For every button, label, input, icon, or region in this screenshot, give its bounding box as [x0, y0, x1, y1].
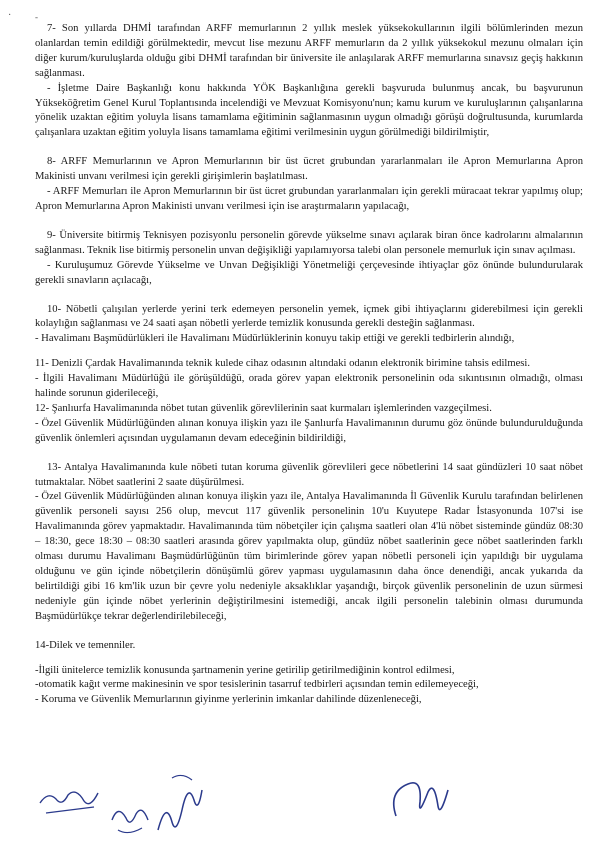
- item-14-wish-3: - Koruma ve Güvenlik Memurlarının giyinme yerlerinin imkanlar dahilinde düzenleneceği,: [35, 694, 422, 706]
- signature-2: [108, 800, 158, 845]
- item-14-wish-2: -otomatik kağıt verme makinesinin ve spor tesislerinin tasarruf tedbirleri açısından temin edilemeyeceği,: [35, 679, 479, 691]
- item-11: 11- Denizli Çardak Havalimanında teknik kulede cihaz odasının altındaki odanın elektronik birimine tahsis edilmesi.: [35, 358, 531, 370]
- corner-mark: ·: [8, 10, 12, 21]
- item-14: 14-Dilek ve temenniler.: [35, 639, 136, 651]
- item-8: 8- ARFF Memurlarının ve Apron Memurlarının bir üst ücret grubundan yararlanmaları ile Apron Memurlarına Apron Makinisti unvanı verilmesi için gerekli girişimlerin başlatılması.: [35, 156, 583, 183]
- item-14-wish-1: -İlgili ünitelerce temizlik konusunda şartnamenin yerine getirilip getirilmediğinin kontrol edilmesi,: [35, 664, 455, 676]
- item-9: 9- Üniversite bitirmiş Teknisyen pozisyonlu personelin görevde yükselme sınavı açılarak biran önce kadrolarını almalarının sağlanması. Teknik lise bitirmiş personelin unvan değişikliği yapılamıyorsa talebi olan personele memurluk için sınav açılması.: [35, 229, 583, 256]
- item-10-response: - Havalimanı Başmüdürlükleri ile Havalimanı Müdürlüklerinin konuyu takip ettiği ve gerekli tedbirlerin alındığı,: [35, 333, 515, 345]
- item-9-response: - Kuruluşumuz Görevde Yükselme ve Unvan Değişikliği Yönetmeliği çerçevesinde ihtiyaçlar göz önünde bulundurularak gerekli sınavların açılacağı,: [35, 259, 583, 286]
- item-12-response: - Özel Güvenlik Müdürlüğünden alınan konuya ilişkin yazı ile Şanlıurfa Havalimanının durumu göz önünde bulundurulduğunda güvenlik önlemleri açısından uygulamanın devam edeceğinin bildirildiği,: [35, 417, 583, 444]
- signature-1: [38, 785, 108, 830]
- item-13: 13- Antalya Havalimanında kule nöbeti tutan koruma güvenlik görevlileri gece nöbetlerini 14 saat gündüzleri 10 saat nöbet tutmaktalar. Nöbet saatlerini 2 saate düşürülmesi.: [35, 461, 583, 488]
- item-7: 7- Son yıllarda DHMİ tarafından ARFF memurlarının 2 yıllık meslek yüksekokullarının ilgili bölümlerinden mezun olanlardan temin edildiği görülmektedir, mevcut lise mezunu ARFF memurların da 2 yıllık yüksekokul mezunu olmaları için diğer kurum/kuruluşlarda olduğu gibi DHMİ tarafından bir üniversite ile anlaşılarak ARFF memurlarına sınavsız geçiş hakkının sağlanması.: [35, 23, 583, 79]
- item-8-response: - ARFF Memurları ile Apron Memurlarının bir üst ücret grubundan yararlanmaları için gerekli müracaat tekrar yapılmış olup; Apron Memurlarına Apron Makinisti unvanı verilmesi için ise araştırmaların yapılacağı,: [35, 186, 583, 212]
- item-12: 12- Şanlıurfa Havalimanında nöbet tutan güvenlik görevlilerinin saat kurmaları işlemlerinden vazgeçilmesi.: [35, 402, 492, 414]
- signature-3: [152, 770, 212, 845]
- item-10: 10- Nöbetli çalışılan yerlerde yerini terk edemeyen personelin yemek, içmek gibi ihtiyaçlarını giderebilmesi için gerekli kolaylığın sağlanması ve 24 saati aşan nöbetli yerlerde temizlik konusunda gerekli desteğin sağlanması.: [35, 303, 583, 330]
- document-body: [35, 22, 583, 708]
- item-13-response: - Özel Güvenlik Müdürlüğünden alınan konuya ilişkin yazı ile, Antalya Havalimanında İl Güvenlik Kurulu tarafından belirlenen güvenlik personeli sayısı 256 olup, mevcut 117 güvenlik personelinin 10'u Kuyutepe Radar İstasyonunda 107'si ise Havalimanında görev yapmaktadır. Havalimanında tüm nöbetçiler için çalışma saatleri olan 4'lü nöbet sisteminde gündüz 08:30 – 18:30, gece 18:30 – 08:30 saatleri arasında görev yapılmakta olup, gündüz nöbet saatlerinin gece nöbet saatlerinden farklı olması durumu Havalimanı Başmüdürlüğünün tüm birimlerinde görev yapan nöbetli personeli için yapıldığı bir uygulama olduğunu ve gün içinde nöbetçilerin dönüşümlü görev yapması uygulamasının daha önce denendiği, ancak yukarıda da belirtildiği gibi 16 km'lik uzun bir çevre yolu nedeniyle aksaklıklar yaşandığı, birçok güvenlik personelinin de uzun sürmesi nedeniyle gün içinde nöbet yerlerinin değiştirilmesini istemediği, ancak ilgili personelin talebinin olması durumunda Başmüdürlükçe tekrar değerlendirilebileceği,: [35, 491, 583, 622]
- item-7-response: - İşletme Daire Başkanlığı konu hakkında YÖK Başkanlığına gerekli başvuruda bulunmuş ancak, bu başvurunun Yükseköğretim Genel Kurul Toplantısında incelendiği ve Mevzuat Komisyonu'nun; kamu kurum ve kuruluşlarının çalışanlarına yönelik uzaktan eğitim yoluyla lisans tamamlama eğitiminin sağlanmasının uygun olmadığı görüşü doğrultusunda, kurumlarda çalışanlara uzaktan eğitim yoluyla lisans tamamlama eğitimi verilmesinin uygun görülmediği bildirilmiştir,: [35, 82, 583, 139]
- signature-4: [388, 772, 458, 837]
- item-11-response: - İlgili Havalimanı Müdürlüğü ile görüşüldüğü, orada görev yapan elektronik personelinin oda sıkıntısının olmadığı, olması halinde sorunun giderileceği,: [35, 373, 583, 400]
- top-mark: -: [35, 12, 38, 22]
